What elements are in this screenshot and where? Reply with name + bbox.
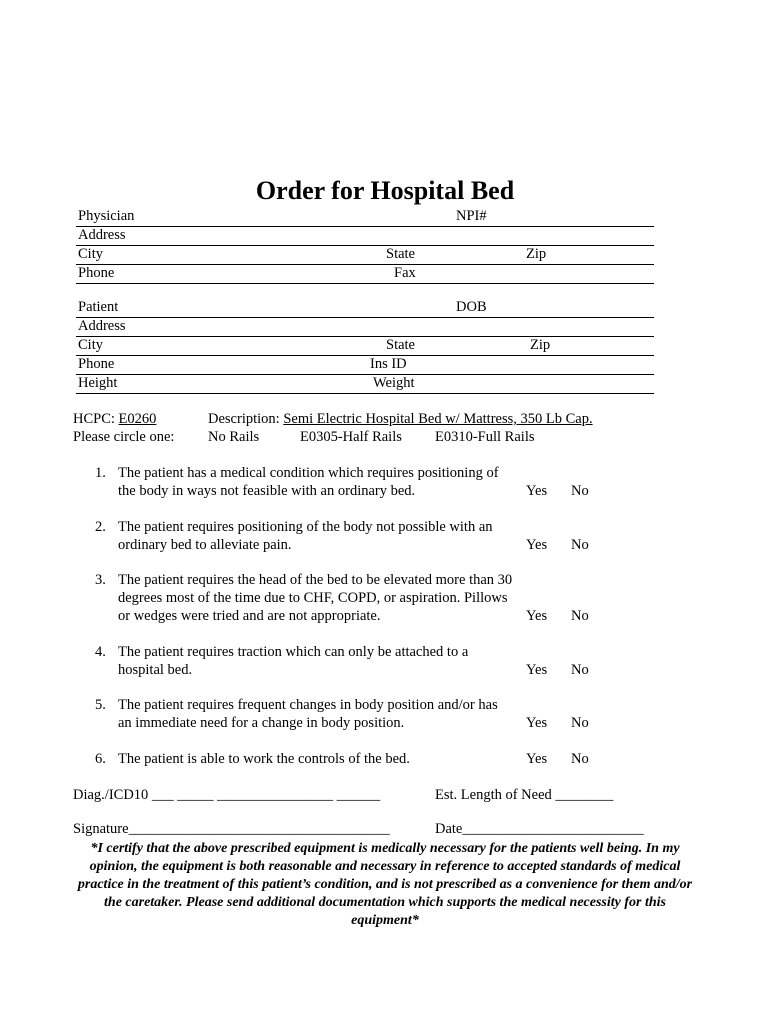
page-title: Order for Hospital Bed (255, 176, 515, 205)
option-full-rails[interactable]: E0310-Full Rails (435, 429, 535, 445)
physician-state-label: State (386, 246, 415, 262)
question-text: The patient requires positioning of the body not possible with an ordinary bed to alleviate pain. (118, 519, 493, 553)
question-3-yes[interactable]: Yes (526, 608, 548, 624)
question-number: 4. (95, 644, 106, 660)
description-label: Description: (208, 411, 280, 427)
date-field[interactable]: Date_________________________ (435, 821, 644, 837)
question-text: The patient requires the head of the bed to be elevated more than 30 degrees most of the time due to CHF, COPD, or aspiration. Pillows or wedges were tried and are not appropriate. (118, 572, 513, 624)
option-half-rails[interactable]: E0305-Half Rails (300, 429, 402, 445)
height-label: Height (78, 375, 118, 391)
hcpc-line (73, 411, 156, 428)
weight-label: Weight (373, 375, 415, 391)
physician-row[interactable] (76, 207, 654, 227)
physician-city-row[interactable] (76, 245, 654, 265)
physician-label: Physician (78, 208, 135, 224)
patient-zip-label: Zip (530, 337, 551, 353)
question-number: 1. (95, 465, 106, 481)
question-3-no[interactable]: No (571, 608, 589, 624)
patient-state-label: State (386, 337, 415, 353)
patient-height-row[interactable] (76, 374, 654, 394)
question-text: The patient is able to work the controls of the bed. (118, 751, 410, 767)
npi-label: NPI# (456, 208, 487, 224)
question-text: The patient requires traction which can only be attached to a hospital bed. (118, 644, 469, 678)
physician-fax-label: Fax (394, 265, 416, 281)
question-text: The patient has a medical condition which requires positioning of the body in ways not feasible with an ordinary bed. (118, 465, 499, 499)
physician-phone-label: Phone (78, 265, 115, 281)
physician-zip-label: Zip (526, 246, 547, 262)
patient-phone-row[interactable] (76, 355, 654, 375)
circle-one-label: Please circle one: (73, 429, 175, 445)
patient-address-label: Address (78, 318, 126, 334)
est-length-field[interactable]: Est. Length of Need ________ (435, 787, 614, 803)
question-5-yes[interactable]: Yes (526, 715, 548, 731)
question-5-no[interactable]: No (571, 715, 589, 731)
dob-label: DOB (456, 299, 487, 315)
description-line (208, 411, 593, 428)
physician-phone-row[interactable] (76, 264, 654, 284)
physician-address-label: Address (78, 227, 126, 243)
signature-field[interactable]: Signature____________________________________ (73, 821, 390, 837)
description-text: Semi Electric Hospital Bed w/ Mattress, 350 Lb Cap. (283, 411, 593, 427)
hcpc-label: HCPC: (73, 411, 115, 427)
diag-icd10-field[interactable]: Diag./ICD10 ___ _____ ________________ ______ (73, 787, 381, 803)
question-4-no[interactable]: No (571, 662, 589, 678)
question-6-no[interactable]: No (571, 751, 589, 767)
physician-address-row[interactable] (76, 226, 654, 246)
physician-city-label: City (78, 246, 103, 262)
option-no-rails[interactable]: No Rails (208, 429, 260, 445)
question-1-no[interactable]: No (571, 483, 589, 499)
ins-id-label: Ins ID (370, 356, 407, 372)
patient-city-row[interactable] (76, 336, 654, 356)
patient-label: Patient (78, 299, 119, 315)
hcpc-code: E0260 (118, 411, 157, 427)
patient-address-row[interactable] (76, 317, 654, 337)
question-2-no[interactable]: No (571, 537, 589, 553)
question-number: 6. (95, 751, 106, 767)
question-text: The patient requires frequent changes in body position and/or has an immediate need for a change in body position. (118, 697, 498, 731)
question-number: 3. (95, 572, 106, 588)
patient-phone-label: Phone (78, 356, 115, 372)
question-1-yes[interactable]: Yes (526, 483, 548, 499)
certification-statement: *I certify that the above prescribed equipment is medically necessary for the patients well being. In my opinion, the equipment is both reasonable and necessary in reference to accepted standards of medical practice in the treatment of this patient’s condition, and is not prescribed as a convenience for them and/or the caretaker. Please send additional documentation which supports the medical necessity for this equipment* (77, 841, 693, 928)
question-number: 5. (95, 697, 106, 713)
patient-row[interactable] (76, 298, 654, 318)
question-4-yes[interactable]: Yes (526, 662, 548, 678)
question-2-yes[interactable]: Yes (526, 537, 548, 553)
patient-city-label: City (78, 337, 103, 353)
question-number: 2. (95, 519, 106, 535)
question-6-yes[interactable]: Yes (526, 751, 548, 767)
